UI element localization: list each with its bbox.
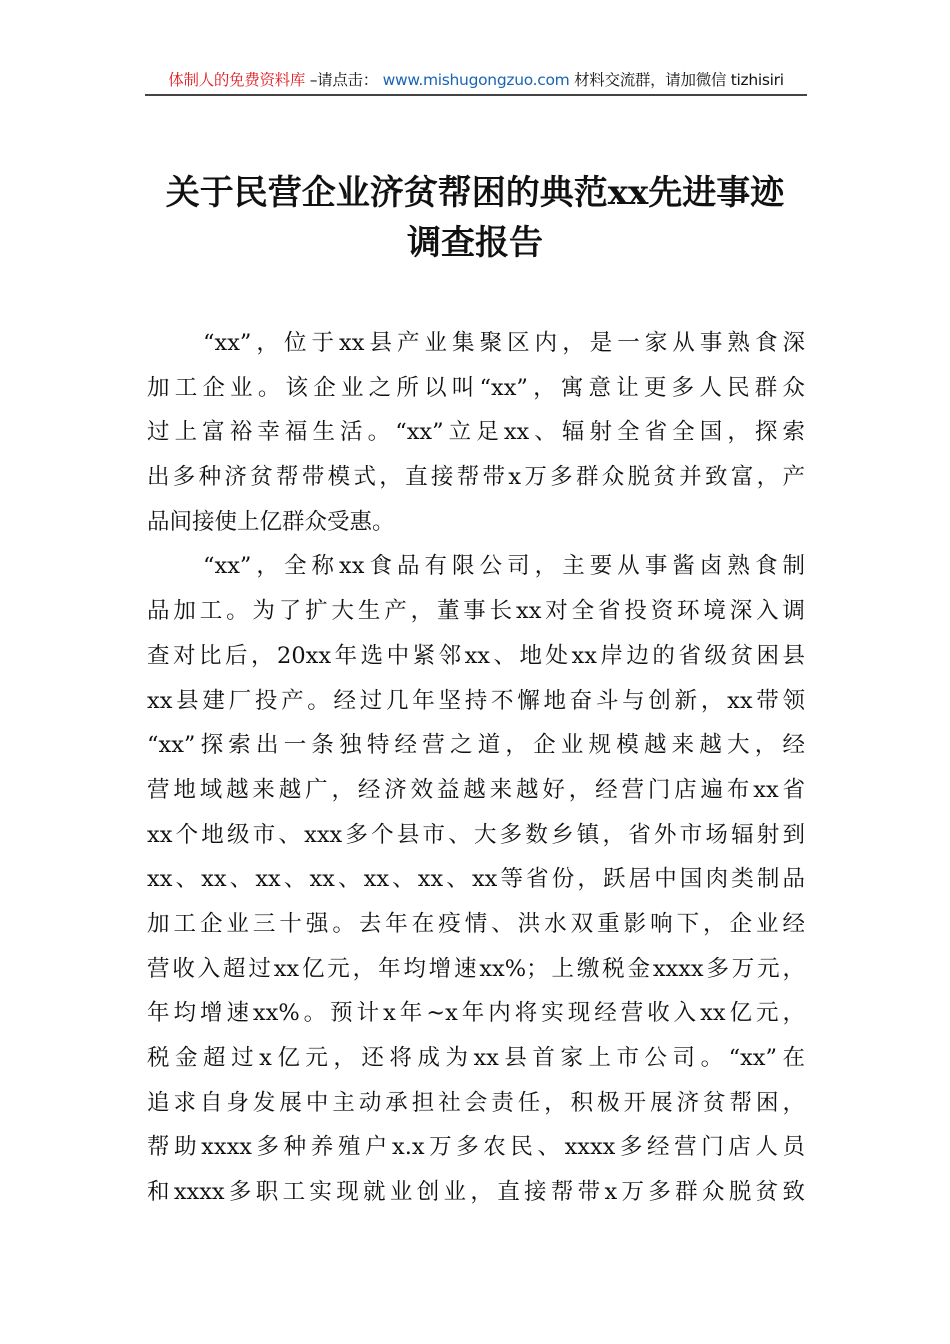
document-title-line-2: 调查报告 <box>407 223 543 263</box>
text-line: 营地域越来越广，经济效益越来越好，经营门店遍布xx省 <box>147 776 805 803</box>
text-line: 和xxxx多职工实现就业创业，直接帮带x万多群众脱贫致 <box>147 1179 805 1206</box>
page-header <box>145 68 807 96</box>
text-line: 帮助xxxx多种养殖户x.x万多农民、xxxx多经营门店人员 <box>147 1134 805 1161</box>
text-line: “xx”探索出一条独特经营之道，企业规模越来越大，经 <box>147 732 805 759</box>
text-line: 税金超过x亿元，还将成为xx县首家上市公司。“xx”在 <box>147 1045 805 1071</box>
header-note: 材料交流群，请加微信 tizhisiri <box>574 71 784 89</box>
header-prompt: –请点击： <box>309 71 378 89</box>
text-line: “xx”，全称xx食品有限公司，主要从事酱卤熟食制 <box>203 553 805 580</box>
paragraph <box>147 544 805 1214</box>
text-line: 年均增速xx%。预计x年~x年内将实现经营收入xx亿元， <box>147 1000 805 1027</box>
text-line: 加工企业。该企业之所以叫“xx”，寓意让更多人民群众 <box>147 374 805 401</box>
text-line: xx个地级市、xxx多个县市、大多数乡镇，省外市场辐射到 <box>147 821 805 848</box>
document-title-line-1: 关于民营企业济贫帮困的典范xx先进事迹 <box>165 173 785 213</box>
text-line: 加工企业三十强。去年在疫情、洪水双重影响下，企业经 <box>147 910 805 937</box>
text-line: “xx”，位于xx县产业集聚区内，是一家从事熟食深 <box>203 330 805 356</box>
text-line: 过上富裕幸福生活。“xx”立足xx、辐射全省全国，探索 <box>147 419 805 446</box>
text-line: xx、xx、xx、xx、xx、xx、xx等省份，跃居中国肉类制品 <box>147 866 805 893</box>
paragraph <box>147 321 805 544</box>
text-line: 追求自身发展中主动承担社会责任，积极开展济贫帮困， <box>147 1089 805 1116</box>
header-url-link[interactable]: www.mishugongzuo.com <box>382 71 570 89</box>
text-line: 营收入超过xx亿元，年均增速xx%；上缴税金xxxx多万元， <box>147 955 805 982</box>
text-line: 品加工。为了扩大生产，董事长xx对全省投资环境深入调 <box>147 598 805 625</box>
text-line: 出多种济贫帮带模式，直接帮带x万多群众脱贫并致富，产 <box>147 464 805 491</box>
document-body <box>147 321 805 1215</box>
text-line: xx县建厂投产。经过几年坚持不懈地奋斗与创新，xx带领 <box>147 687 805 714</box>
text-line: 品间接使上亿群众受惠。 <box>147 508 395 535</box>
text-line: 查对比后，20xx年选中紧邻xx、地处xx岸边的省级贫困县 <box>147 642 805 669</box>
header-brand: 体制人的免费资料库 <box>168 71 306 89</box>
